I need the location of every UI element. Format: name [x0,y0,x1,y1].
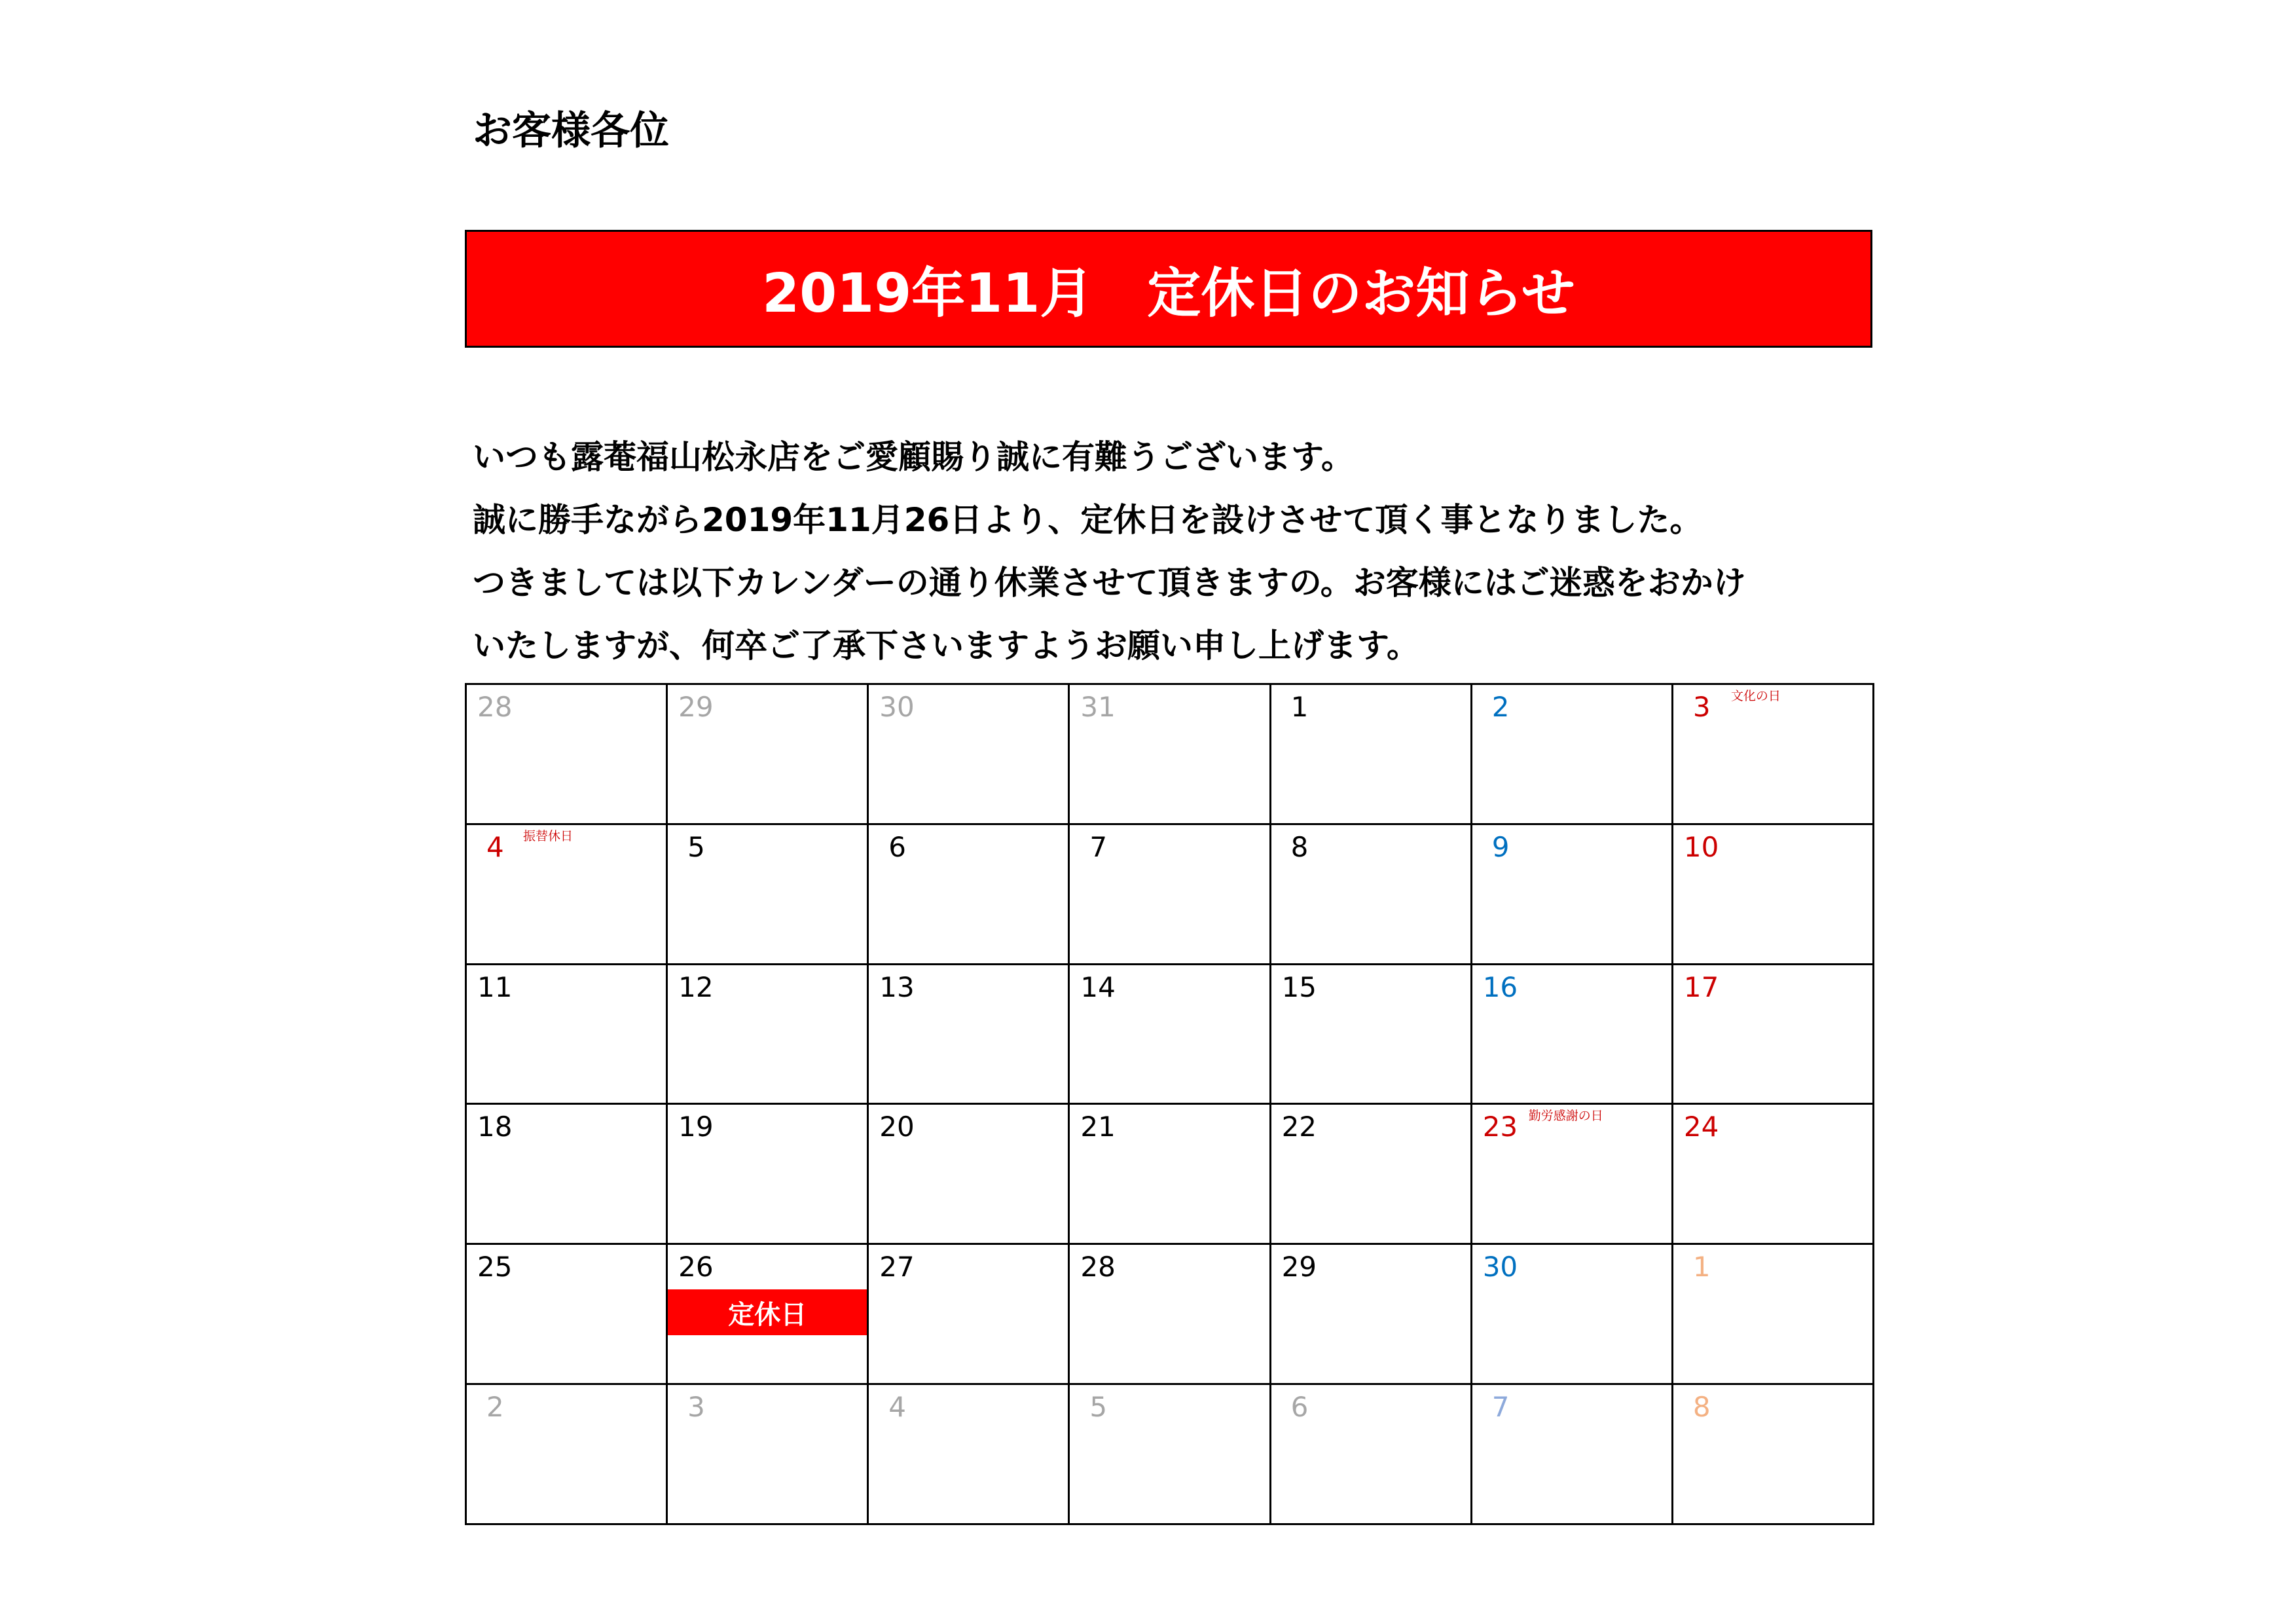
day-number: 27 [879,1251,915,1283]
calendar-day-cell [467,685,668,825]
day-number: 30 [1482,1251,1518,1283]
day-number: 12 [678,970,714,1003]
calendar-day-cell [1472,685,1673,825]
day-number: 13 [879,970,915,1003]
closed-day-badge: 定休日 [668,1289,867,1335]
calendar-day-cell [1673,1385,1874,1525]
calendar-day-cell [1673,1245,1874,1385]
day-number: 8 [1290,830,1309,863]
day-number: 11 [477,970,513,1003]
day-number: 31 [1080,691,1116,723]
notice-message [473,426,1880,677]
calendar-day-cell [668,825,869,965]
calendar-day-cell [1271,1245,1472,1385]
calendar-day-cell [869,685,1070,825]
calendar-day-cell [1472,1385,1673,1525]
day-number: 10 [1683,830,1719,863]
day-number: 26 [678,1251,714,1283]
day-number: 1 [1290,691,1309,723]
day-number: 7 [1089,830,1108,863]
day-number: 9 [1491,830,1510,863]
calendar-day-cell [467,825,668,965]
calendar-day-cell [1472,825,1673,965]
day-number: 28 [477,691,513,723]
day-number: 1 [1692,1251,1711,1283]
calendar-day-cell [1271,685,1472,825]
day-number: 22 [1281,1111,1317,1143]
day-number: 7 [1491,1391,1510,1424]
calendar-day-cell [467,1245,668,1385]
calendar-day-cell [1472,1105,1673,1245]
calendar-day-cell [1070,1385,1271,1525]
message-line: つきましては以下カレンダーの通り休業させて頂きますの。お客様にはご迷惑をおかけ [473,564,1746,602]
day-number: 21 [1080,1111,1116,1143]
calendar-day-cell [1070,965,1271,1105]
day-number: 16 [1482,970,1518,1003]
day-number: 14 [1080,970,1116,1003]
calendar-day-cell [869,1105,1070,1245]
message-line: いたしますが、何卒ご了承下さいますようお願い申し上げます。 [473,627,1419,665]
calendar-day-cell [668,1385,869,1525]
calendar-day-cell [1271,825,1472,965]
day-number: 5 [1089,1391,1108,1424]
day-number: 29 [678,691,714,723]
calendar-day-cell [668,1105,869,1245]
calendar-day-cell [1472,1245,1673,1385]
calendar-day-cell [467,965,668,1105]
calendar-day-cell [869,1245,1070,1385]
day-number: 24 [1683,1111,1719,1143]
calendar-day-cell [1673,1105,1874,1245]
calendar-day-cell [1673,825,1874,965]
holiday-name: 振替休日 [523,828,574,843]
day-number: 6 [1290,1391,1309,1424]
calendar-day-cell [869,965,1070,1105]
banner-title: 2019年11月 定休日のお知らせ [762,262,1575,325]
day-number: 15 [1281,970,1317,1003]
day-number: 4 [486,830,504,863]
day-number: 19 [678,1111,714,1143]
day-number: 20 [879,1111,915,1143]
day-number: 5 [687,830,705,863]
day-number: 3 [1692,691,1711,723]
day-number: 4 [888,1391,907,1424]
calendar-day-cell [1271,1105,1472,1245]
calendar-day-cell [1271,1385,1472,1525]
holiday-name: 勤労感謝の日 [1528,1109,1603,1124]
notice-banner [465,230,1872,348]
calendar-day-cell [1070,825,1271,965]
day-number: 30 [879,691,915,723]
calendar-day-cell [1472,965,1673,1105]
day-number: 29 [1281,1251,1317,1283]
day-number: 18 [477,1111,513,1143]
calendar-day-cell [668,685,869,825]
calendar-day-cell [869,1385,1070,1525]
message-line: 誠に勝手ながら2019年11月26日より、定休日を設けさせて頂く事となりました。 [473,501,1703,539]
calendar-grid [465,683,1874,1525]
calendar-day-cell [668,1245,869,1385]
calendar-day-cell [869,825,1070,965]
calendar-day-cell [1673,685,1874,825]
holiday-name: 文化の日 [1730,689,1781,703]
calendar-day-cell [1070,685,1271,825]
day-number: 28 [1080,1251,1116,1283]
calendar-day-cell [1673,965,1874,1105]
day-number: 2 [1491,691,1510,723]
calendar-day-cell [467,1385,668,1525]
day-number: 6 [888,830,907,863]
salutation: お客様各位 [473,108,669,154]
calendar-day-cell [467,1105,668,1245]
calendar-day-cell [1070,1245,1271,1385]
calendar-day-cell [1271,965,1472,1105]
day-number: 17 [1683,970,1719,1003]
day-number: 3 [687,1391,705,1424]
calendar-day-cell [1070,1105,1271,1245]
day-number: 25 [477,1251,513,1283]
day-number: 8 [1692,1391,1711,1424]
day-number: 2 [486,1391,504,1424]
message-line: いつも露菴福山松永店をご愛顧賜り誠に有難うございます。 [473,438,1354,476]
calendar-day-cell [668,965,869,1105]
day-number: 23 [1482,1111,1518,1143]
